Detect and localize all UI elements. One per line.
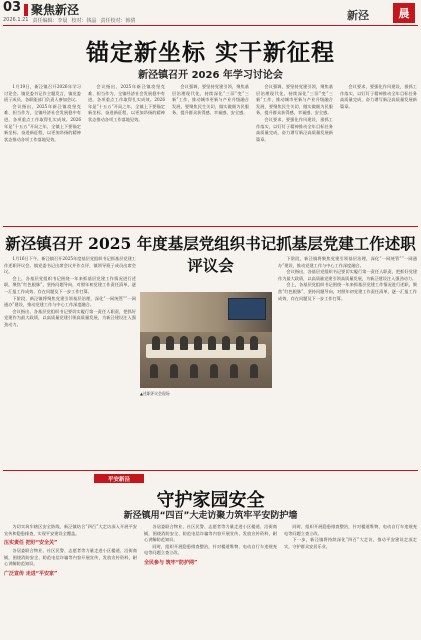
article1-col <box>340 84 417 222</box>
article1-col <box>256 84 333 222</box>
column-tag: 平安新泾 <box>94 474 144 483</box>
article1-para: 会议强调，要坚持党建引领，聚焦基层治理现代化，持续深化“三旧”变“三新”工作，推动城市更新与产业升级融合发展，要聚焦民生关切，做实做细为民服务，提升群众获得感、幸福感、安全感。 <box>256 84 333 116</box>
article1-col <box>4 84 81 222</box>
photo-caption: ▲述职评议会现场 <box>140 391 170 396</box>
meeting-photo <box>140 292 272 388</box>
article3-para: 同时，组织开展隐患排查整治，针对楼道堆物、电动自行车违规充电等问题立查立改。 <box>284 524 417 536</box>
article3-para: 各居委联合物业、社区民警、志愿者等力量走进小区楼道、沿街商铺，围绕消防安全、防范电信诈骗等内容开展宣传，发放宣传资料，耐心讲解防范知识。 <box>144 524 277 543</box>
article2-para: 下阶段，新泾镇将聚焦党建引领基层治理，深化“一网统管”“一网通办”建设，推动党建工作与中心工作深度融合。 <box>4 295 136 308</box>
page-number: 03 <box>3 0 22 15</box>
logo-text: 新泾 <box>347 9 369 22</box>
article1-para: 会议指出，2025年新泾镇攻坚克难、担当作为，全镇经济社会发展稳中有进，各项重点工作取得扎实成效。2026年是“十五五”开局之年，全镇上下要锚定新坐标、奋进新征程，以更加昂扬的精神状态推动各项工作落地见效。 <box>4 103 81 142</box>
article3-subheadline: 新泾镇用“四百”大走访聚力筑牢平安防护墙 <box>123 511 298 521</box>
article2-body-right <box>278 256 417 466</box>
article3-para: 下一步，新泾镇将持续深化“四百”大走访，推动平安建设走深走实，守护群众安居乐业。 <box>284 537 417 549</box>
article1-para: 会议强调，要坚持党建引领，聚焦基层治理现代化，持续深化“三旧”变“三新”工作，推动城市更新与产业升级融合发展，要聚焦民生关切，做实做细为民服务，提升群众获得感、幸福感、安全感。 <box>172 84 249 116</box>
divider <box>3 470 418 471</box>
article2-para: 会议指出，各基层党组织书记要切实履行第一责任人职责，把抓好党建作为最大政绩，以高质量党建引领高质量发展，为新泾建设注入强劲动力。 <box>278 269 417 281</box>
article1-body <box>4 84 417 222</box>
divider <box>3 226 418 227</box>
article2-para: 下阶段，新泾镇将聚焦党建引领基层治理，深化“一网统管”“一网通办”建设，推动党建工作与中心工作深度融合。 <box>278 256 417 268</box>
article3-subhead: 广泛宣传 走进“平安家” <box>4 570 58 577</box>
header-rule <box>3 25 418 26</box>
article2-para: 会议指出，各基层党组织书记要切实履行第一责任人职责，把抓好党建作为最大政绩，以高质量党建引领高质量发展，为新泾建设注入强劲动力。 <box>4 308 136 327</box>
meta-editor: 责任编辑：李晨 <box>32 18 68 24</box>
article1-para: 会议指出，2025年新泾镇攻坚克难、担当作为，全镇经济社会发展稳中有进，各项重点工作取得扎实成效。2026年是“十五五”开局之年，全镇上下要锚定新坐标、奋进新征程，以更加昂扬的精神状态推动各项工作落地见效。 <box>88 84 165 122</box>
issue-date: 2026.1.21 <box>3 17 29 23</box>
page-meta <box>3 17 203 24</box>
article2-col <box>278 256 417 466</box>
article2-col <box>4 256 136 466</box>
article3-headline: 守护家园安全 <box>156 490 265 511</box>
article3-para: 同时，组织开展隐患排查整治，针对楼道堆物、电动自行车违规充电等问题立查立改。 <box>144 543 277 556</box>
article3-col <box>284 524 417 638</box>
article1-para: 会议要求，要强化作风建设，狠抓工作落实，以钉钉子精神推动全年目标任务高质量完成，奋力谱写新泾高质量发展新篇章。 <box>340 84 417 109</box>
article2-body-left <box>4 256 136 466</box>
masthead-logo <box>347 2 417 24</box>
section-bar <box>24 4 28 16</box>
article1-col <box>172 84 249 222</box>
article2-para: 会上，各基层党组织书记围绕一年来抓基层党建工作情况进行述职，聚焦“红色根脉”，坚持问题导向，对照年初党建工作责任清单，逐一汇报工作成效、存在问题及下一步工作打算。 <box>4 275 136 294</box>
article3-body <box>4 524 417 638</box>
article3-para: 为切实筑牢辖区安全防线，新泾镇结合“四百”大走访深入开展平安宣传和隐患排查，实现平安建设全覆盖。 <box>4 524 137 536</box>
article1-para: 1月19日，新泾镇召开2026年学习讨论会。镇党委书记作主题发言，镇党委班子成员、各职能部门负责人参加会议。 <box>4 84 81 103</box>
article1-para: 会议要求，要强化作风建设，狠抓工作落实，以钉钉子精神推动全年目标任务高质量完成，奋力谱写新泾高质量发展新篇章。 <box>256 116 333 142</box>
article1-col <box>88 84 165 222</box>
section-title: 聚焦新泾 <box>31 3 80 17</box>
article1-subheadline: 新泾镇召开 2026 年学习讨论会 <box>138 70 283 81</box>
logo-mark: 晨 <box>393 3 415 23</box>
article3-col <box>144 524 277 638</box>
article3-para: 各居委联合物业、社区民警、志愿者等力量走进小区楼道、沿街商铺，围绕消防安全、防范电信诈骗等内容开展宣传，发放宣传资料，耐心讲解防范知识。 <box>4 548 137 567</box>
article1-headline: 锚定新坐标 实干新征程 <box>85 39 335 66</box>
article3-subhead: 全民参与 筑牢“防护网” <box>144 559 198 566</box>
article3-subhead: 压实责任 把好“安全关” <box>4 540 58 547</box>
article2-para: 1月16日下午，新泾镇召开2025年度基层党组织书记抓基层党建工作述职评议会。镇党委书记出席会议并作点评，镇领导班子成员出席会议。 <box>4 256 136 275</box>
meta-proof: 校对：钱晶 <box>71 18 97 24</box>
meta-check: 责任校对：韩倩 <box>100 18 136 24</box>
article3-col <box>4 524 137 638</box>
article2-headline: 新泾镇召开 2025 年度基层党组织书记抓基层党建工作述职评议会 <box>5 234 416 275</box>
article2-para: 会上，各基层党组织书记围绕一年来抓基层党建工作情况进行述职，聚焦“红色根脉”，坚持问题导向，对照年初党建工作责任清单，逐一汇报工作成效、存在问题及下一步工作打算。 <box>278 282 417 301</box>
